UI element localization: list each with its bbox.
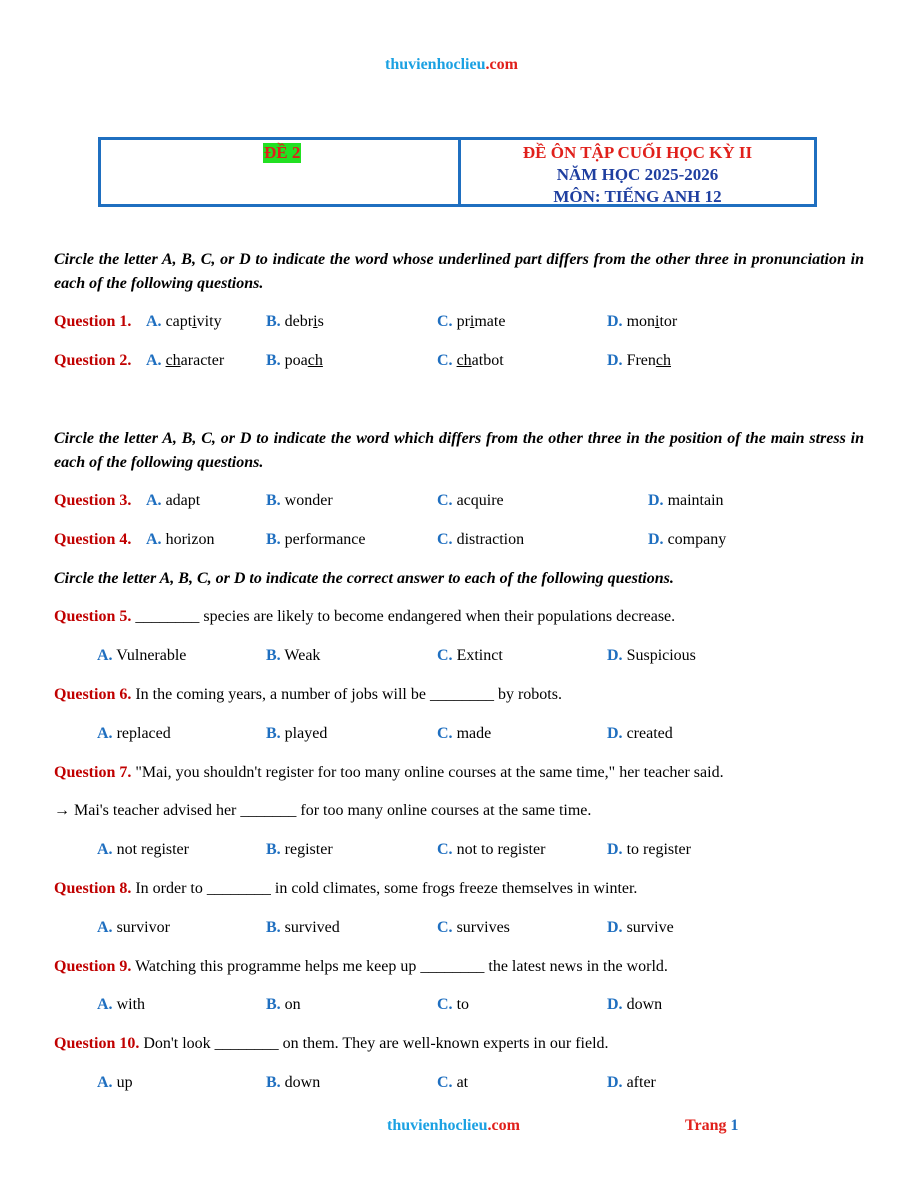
question-2: Question 2. (54, 352, 132, 369)
q3-option-d[interactable]: D. maintain (648, 492, 724, 509)
q4-option-b[interactable]: B. performance (266, 531, 366, 548)
q9-option-a[interactable]: A. with (97, 996, 146, 1013)
q1-option-d[interactable]: D. monitor (607, 313, 678, 330)
instruction-correct-answer: Circle the letter A, B, C, or D to indicate the correct answer to each of the following questions. (54, 570, 674, 587)
question-1: Question 1. (54, 313, 132, 330)
q7-rewrite: → Mai's teacher advised her _______ for too many online courses at the same time. (54, 802, 592, 819)
q10-option-b[interactable]: B. down (266, 1074, 321, 1091)
q10-option-a[interactable]: A. up (97, 1074, 133, 1091)
q5-option-a[interactable]: A. Vulnerable (97, 647, 187, 664)
page-number: Trang 1 (685, 1117, 739, 1134)
q9-option-d[interactable]: D. down (607, 996, 663, 1013)
question-9: Question 9. Watching this programme helps me keep up ________ the latest news in the world. (54, 958, 668, 975)
q5-option-b[interactable]: B. Weak (266, 647, 321, 664)
school-year: NĂM HỌC 2025-2026 (556, 165, 719, 184)
exam-title: ĐỀ ÔN TẬP CUỐI HỌC KỲ II (522, 143, 753, 162)
q7-stem: "Mai, you shouldn't register for too many online courses at the same time," her teacher said. (135, 764, 724, 781)
q9-stem: Watching this programme helps me keep up ________ the latest news in the world. (135, 958, 668, 975)
q4-option-c[interactable]: C. distraction (437, 531, 525, 548)
q2-option-b[interactable]: B. poach (266, 352, 323, 369)
q5-option-d[interactable]: D. Suspicious (607, 647, 696, 664)
footer-brand: thuvienhoclieu.com (387, 1117, 520, 1134)
question-7: Question 7. "Mai, you shouldn't register for too many online courses at the same time," her teacher said. (54, 764, 724, 781)
q7-option-b[interactable]: B. register (266, 841, 333, 858)
q5-stem: ________ species are likely to become endangered when their populations decrease. (135, 608, 676, 625)
q6-option-b[interactable]: B. played (266, 725, 328, 742)
q4-option-d[interactable]: D. company (648, 531, 727, 548)
question-3: Question 3. (54, 492, 132, 509)
q2-option-d[interactable]: D. French (607, 352, 671, 369)
q3-option-b[interactable]: B. wonder (266, 492, 333, 509)
question-6: Question 6. In the coming years, a number of jobs will be ________ by robots. (54, 686, 562, 703)
exam-title-cell (461, 140, 814, 204)
q6-stem: In the coming years, a number of jobs will be ________ by robots. (135, 686, 562, 703)
q1-option-b[interactable]: B. debris (266, 313, 324, 330)
instruction-stress: Circle the letter A, B, C, or D to indicate the word which differs from the other three in the position of the main stress in each of the following questions. (54, 430, 864, 471)
q9-option-c[interactable]: C. to (437, 996, 470, 1013)
q1-option-c[interactable]: C. primate (437, 313, 506, 330)
question-5: Question 5. ________ species are likely to become endangered when their populations decrease. (54, 608, 676, 625)
q8-stem: In order to ________ in cold climates, some frogs freeze themselves in winter. (135, 880, 638, 897)
question-8: Question 8. In order to ________ in cold climates, some frogs freeze themselves in winter. (54, 880, 638, 897)
q10-option-c[interactable]: C. at (437, 1074, 469, 1091)
q8-option-c[interactable]: C. survives (437, 919, 510, 936)
q6-option-d[interactable]: D. created (607, 725, 673, 742)
subject: MÔN: TIẾNG ANH 12 (553, 187, 722, 206)
q8-option-a[interactable]: A. survivor (97, 919, 170, 936)
q4-option-a[interactable]: A. horizon (146, 531, 215, 548)
exam-code-cell (101, 140, 461, 204)
q9-option-b[interactable]: B. on (266, 996, 301, 1013)
instruction-pronunciation: Circle the letter A, B, C, or D to indicate the word whose underlined part differs from the other three in pronunciation in each of the following questions. (54, 251, 864, 292)
q2-option-c[interactable]: C. chatbot (437, 352, 504, 369)
q10-option-d[interactable]: D. after (607, 1074, 656, 1091)
q6-option-c[interactable]: C. made (437, 725, 492, 742)
q2-option-a[interactable]: A. character (146, 352, 225, 369)
q3-option-c[interactable]: C. acquire (437, 492, 504, 509)
q3-option-a[interactable]: A. adapt (146, 492, 201, 509)
q7-option-c[interactable]: C. not to register (437, 841, 546, 858)
q8-option-b[interactable]: B. survived (266, 919, 340, 936)
q8-option-d[interactable]: D. survive (607, 919, 674, 936)
question-4: Question 4. (54, 531, 132, 548)
q7-option-d[interactable]: D. to register (607, 841, 691, 858)
q1-option-a[interactable]: A. captivity (146, 313, 222, 330)
q7-option-a[interactable]: A. not register (97, 841, 189, 858)
q5-option-c[interactable]: C. Extinct (437, 647, 503, 664)
q6-option-a[interactable]: A. replaced (97, 725, 171, 742)
q10-stem: Don't look ________ on them. They are well-known experts in our field. (143, 1035, 609, 1052)
question-10: Question 10. Don't look ________ on them. They are well-known experts in our field. (54, 1035, 609, 1052)
exam-header (98, 137, 817, 207)
exam-code: ĐỀ 2 (264, 143, 301, 162)
site-brand: thuvienhoclieu.com (385, 56, 518, 73)
